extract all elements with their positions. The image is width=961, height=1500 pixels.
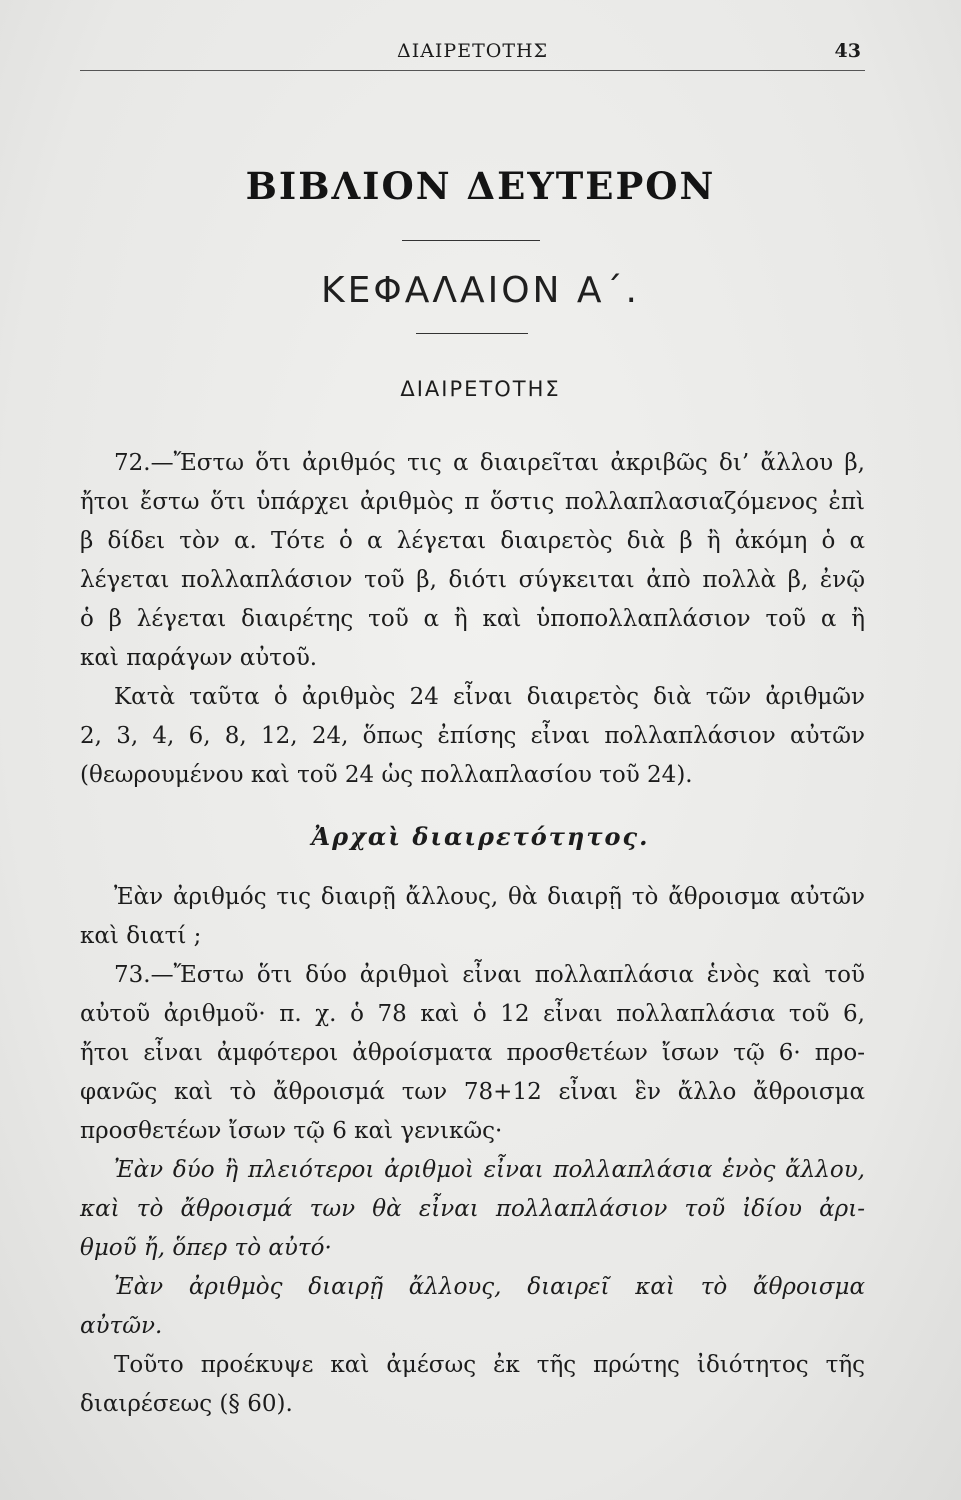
text-line: καὶ τὸ ἄθροισμά των θὰ εἶναι πολλαπλάσιον τοῦ ἰδίου ἀρι- (80, 1196, 865, 1222)
running-header (80, 36, 865, 71)
text-line: καὶ παράγων αὐτοῦ. (80, 645, 318, 671)
text-line: ἤτοι εἶναι ἀμφότεροι ἀθροίσματα προσθετέων ἴσων τῷ 6· προ- (80, 1040, 865, 1066)
running-title: ΔΙΑΙΡΕΤΟΤΗΣ (396, 40, 549, 62)
title-divider (402, 240, 540, 241)
text-line: ὁ β λέγεται διαιρέτης τοῦ α ἢ καὶ ὑποπολλαπλάσιον τοῦ α ἢ (80, 606, 865, 632)
subheading: Ἀρχαὶ διαιρετότητος. (311, 822, 650, 851)
page-number: 43 (834, 40, 861, 62)
text-line: λέγεται πολλαπλάσιον τοῦ β, διότι σύγκειται ἀπὸ πολλὰ β, ἐνῷ (80, 567, 865, 593)
text-line: β δίδει τὸν α. Τότε ὁ α λέγεται διαιρετὸς διὰ β ἢ ἀκόμη ὁ α (80, 528, 865, 554)
chapter-title: ΚΕΦΑΛΑΙΟΝ Α΄. (321, 270, 640, 311)
text-line: 72.—Ἔστω ὅτι ἀριθμός τις α διαιρεῖται ἀκριβῶς δι’ ἄλλου β, (114, 450, 865, 476)
text-line: θμοῦ ἤ, ὅπερ τὸ αὐτό· (80, 1235, 332, 1261)
text-line: φανῶς καὶ τὸ ἄθροισμά των 78+12 εἶναι ἓν ἄλλο ἄθροισμα (80, 1079, 865, 1105)
text-line: αὐτῶν. (80, 1313, 163, 1339)
text-line: Κατὰ ταῦτα ὁ ἀριθμὸς 24 εἶναι διαιρετὸς διὰ τῶν ἀριθμῶν (114, 684, 865, 710)
text-line: (θεωρουμένου καὶ τοῦ 24 ὡς πολλαπλασίου τοῦ 24). (80, 762, 693, 788)
text-line: αὐτοῦ ἀριθμοῦ· π. χ. ὁ 78 καὶ ὁ 12 εἶναι πολλαπλάσια τοῦ 6, (80, 1001, 865, 1027)
text-line: καὶ διατί ; (80, 923, 202, 949)
text-line: Ἐὰν δύο ἢ πλειότεροι ἀριθμοὶ εἶναι πολλαπλάσια ἑνὸς ἄλλου, (114, 1157, 865, 1183)
text-line: 2, 3, 4, 6, 8, 12, 24, ὅπως ἐπίσης εἶναι πολλαπλάσιον αὐτῶν (80, 723, 865, 749)
text-line: προσθετέων ἴσων τῷ 6 καὶ γενικῶς· (80, 1118, 503, 1144)
book-title: ΒΙΒΛΙΟΝ ΔΕΥΤΕΡΟΝ (245, 164, 716, 208)
text-line: Ἐὰν ἀριθμὸς διαιρῇ ἄλλους, διαιρεῖ καὶ τὸ ἄθροισμα (114, 1274, 865, 1300)
text-line: Ἐὰν ἀριθμός τις διαιρῇ ἄλλους, θὰ διαιρῇ τὸ ἄθροισμα αὐτῶν (114, 884, 865, 910)
text-line: 73.—Ἔστω ὅτι δύο ἀριθμοὶ εἶναι πολλαπλάσια ἑνὸς καὶ τοῦ (114, 962, 865, 988)
text-line: ἤτοι ἔστω ὅτι ὑπάρχει ἀριθμὸς π ὅστις πολλαπλασιαζόμενος ἐπὶ (80, 489, 865, 515)
chapter-divider (416, 333, 528, 334)
section-title: ΔΙΑΙΡΕΤΟΤΗΣ (400, 377, 561, 401)
text-line: διαιρέσεως (§ 60). (80, 1391, 293, 1417)
text-line: Τοῦτο προέκυψε καὶ ἀμέσως ἐκ τῆς πρώτης ἰδιότητος τῆς (114, 1352, 865, 1378)
